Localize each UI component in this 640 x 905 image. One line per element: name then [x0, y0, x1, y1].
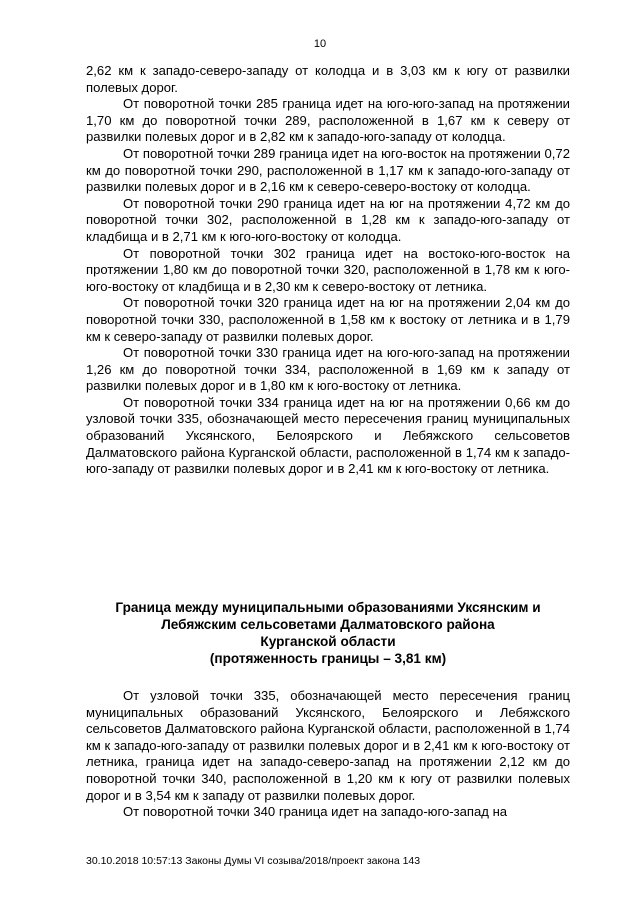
paragraph: От узловой точки 335, обозначающей место пересечения границ муниципальных образований Уксянского, Белоярского и Лебяжского сельсоветов Далматовского района Курганской области, расположенной в 1,74 км к западо-юго-западу от развилки полевых дорог и в 2,41 км к юго-востоку от летника, граница идет на западо-северо-запад на протяжении 2,12 км до поворотной точки 340, расположенной в 1,20 км к югу от развилки полевых дорог и в 3,54 км к западу от развилки полевых дорог.	[86, 688, 570, 803]
document-footer: 30.10.2018 10:57:13 Законы Думы VI созыва/2018/проект закона 143	[86, 855, 421, 867]
document-body-section-2	[86, 688, 570, 821]
paragraph: От поворотной точки 302 граница идет на востоко-юго-восток на протяжении 1,80 км до поворотной точки 320, расположенной в 1,78 км к юго-юго-востоку от кладбища и в 2,30 км к северо-востоку от летника.	[86, 245, 570, 294]
paragraph: От поворотной точки 320 граница идет на юг на протяжении 2,04 км до поворотной точки 330, расположенной в 1,58 км к востоку от летника и в 1,79 км к северо-западу от развилки полевых дорог.	[86, 295, 570, 344]
paragraph: От поворотной точки 330 граница идет на юго-юго-запад на протяжении 1,26 км до поворотной точки 334, расположенной в 1,69 км к западу от развилки полевых дорог и в 1,80 км к юго-востоку от летника.	[86, 345, 570, 394]
heading-line: (протяженность границы – 3,81 км)	[209, 651, 447, 666]
paragraph: От поворотной точки 290 граница идет на юг на протяжении 4,72 км до поворотной точки 302, расположенной в 1,28 км к западо-юго-западу от кладбища и в 2,71 км к юго-юго-востоку от колодца.	[86, 195, 570, 244]
page-number: 10	[313, 38, 327, 50]
heading-line: Граница между муниципальными образованиями Уксянским и	[115, 600, 541, 615]
paragraph: От поворотной точки 289 граница идет на юго-восток на протяжении 0,72 км до поворотной точки 290, расположенной в 1,17 км к западо-юго-западу от развилки полевых дорог и в 2,16 км к северо-северо-востоку от колодца.	[86, 145, 570, 195]
heading-line: Курганской области	[260, 634, 396, 649]
paragraph: От поворотной точки 334 граница идет на юг на протяжении 0,66 км до узловой точки 335, обозначающей место пересечения границ муниципальных образований Уксянского, Белоярского и Лебяжского сельсоветов Далматовского района Курганской области, расположенной в 1,74 км к западо-юго-западу от развилки полевых дорог и в 2,41 км к юго-востоку от летника.	[86, 394, 570, 477]
paragraph: От поворотной точки 340 граница идет на западо-юго-запад на	[123, 804, 508, 820]
paragraph: 2,62 км к западо-северо-западу от колодца и в 3,03 км к югу от развилки полевых дорог.	[86, 63, 570, 95]
heading-line: Лебяжским сельсоветами Далматовского района	[161, 617, 495, 632]
section-heading	[86, 599, 570, 667]
document-body	[86, 63, 570, 478]
paragraph: От поворотной точки 285 граница идет на юго-юго-запад на протяжении 1,70 км до поворотной точки 289, расположенной в 1,67 км к северу от развилки полевых дорог и в 2,82 км к западо-юго-западу от колодца.	[86, 96, 570, 145]
